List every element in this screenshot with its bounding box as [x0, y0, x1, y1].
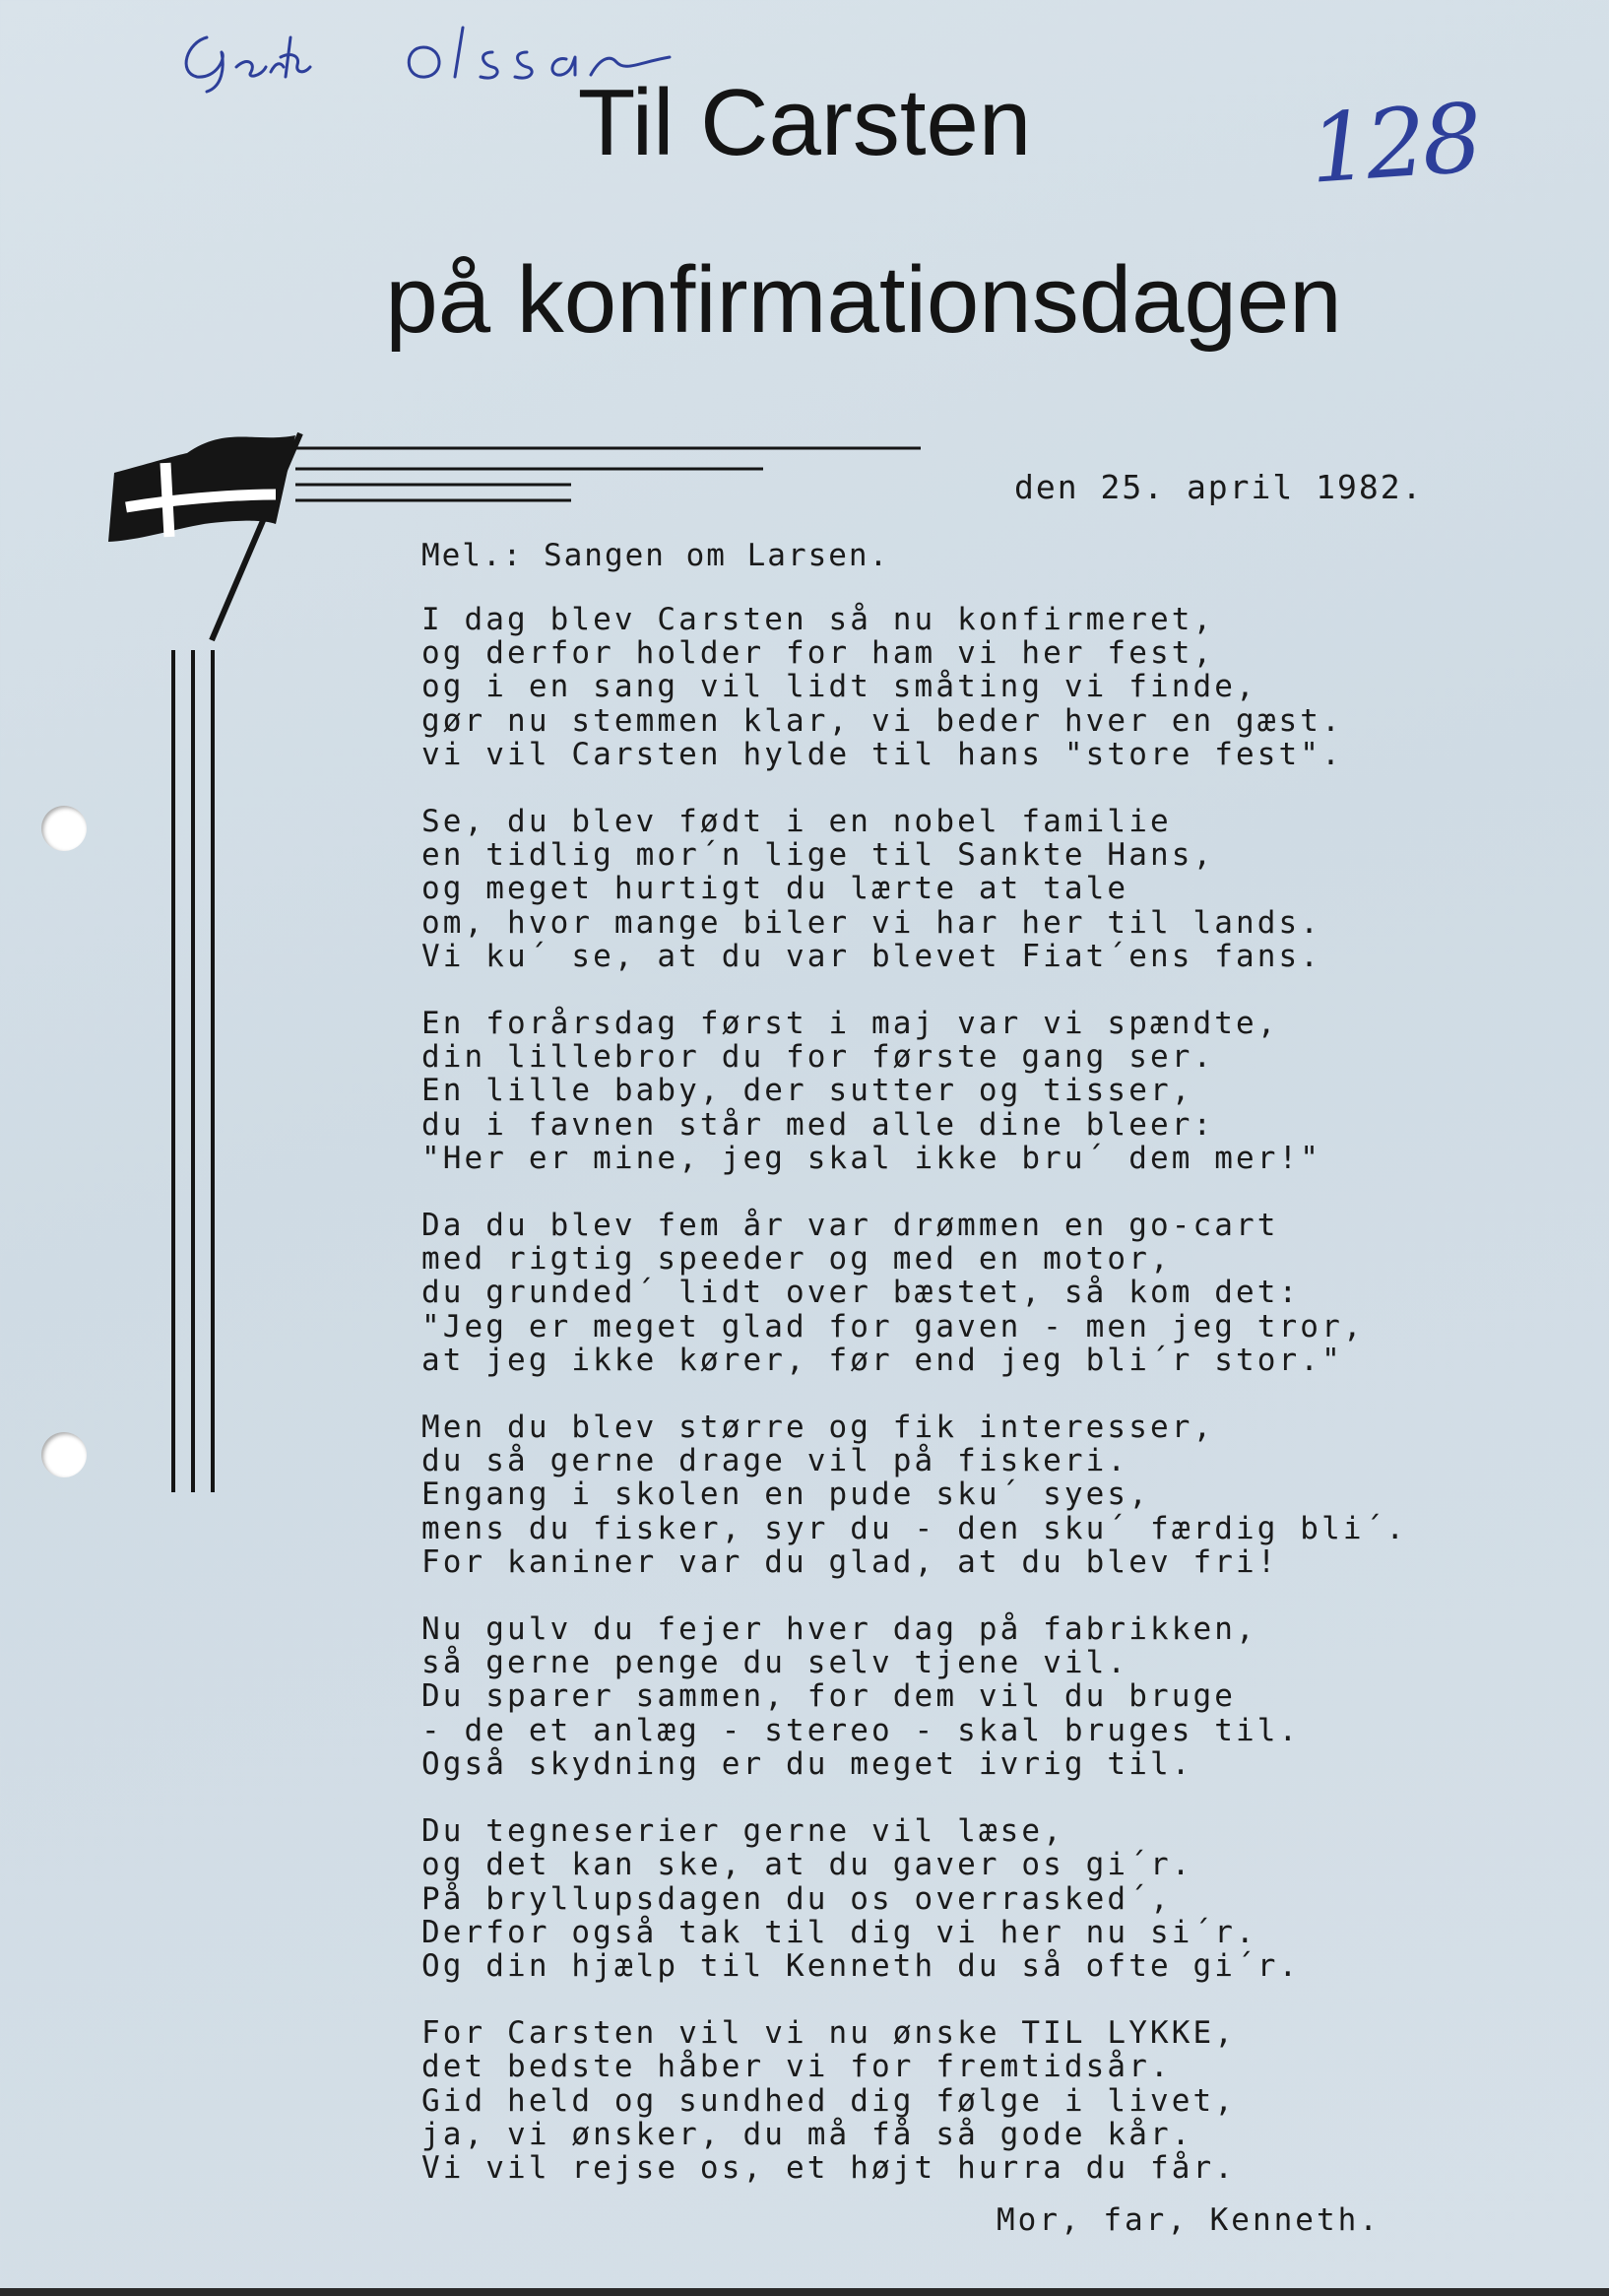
stanza-6 [421, 1612, 1554, 1781]
poem-line: du grunded´ lidt over bæstet, så kom det: [421, 1275, 1301, 1311]
paper-edge [0, 2288, 1609, 2296]
title-line-2: på konfirmationsdagen [385, 247, 1342, 353]
stanza-5 [421, 1410, 1554, 1579]
poem-line: og det kan ske, at du gaver os gi´r. [421, 1847, 1193, 1883]
poem [421, 603, 1554, 2218]
poem-line: vi vil Carsten hylde til hans "store fest". [421, 736, 1343, 772]
poem-line: Og din hjælp til Kenneth du så ofte gi´r. [421, 1947, 1301, 1984]
poem-line: For kaniner var du glad, at du blev fri! [421, 1543, 1279, 1580]
melody-line: Mel.: Sangen om Larsen. [421, 538, 890, 573]
title-line-1: Til Carsten [577, 70, 1032, 175]
stanza-1 [421, 603, 1554, 771]
poem-line: at jeg ikke kører, før end jeg bli´r stor." [421, 1342, 1343, 1378]
poem-line: du så gerne drage vil på fiskeri. [421, 1443, 1129, 1479]
poem-line: om, hvor mange biler vi har her til lands. [421, 904, 1322, 941]
date-line: den 25. april 1982. [1014, 468, 1424, 506]
poem-line: Gid held og sundhed dig følge i livet, [421, 2082, 1237, 2119]
poem-line: Vi vil rejse os, et højt hurra du får. [421, 2149, 1237, 2186]
poem-line: med rigtig speeder og med en motor, [421, 1241, 1172, 1278]
poem-line: din lillebror du for første gang ser. [421, 1039, 1215, 1076]
poem-line: Engang i skolen en pude sku´ syes, [421, 1476, 1150, 1513]
poem-line: For Carsten vil vi nu ønske TIL LYKKE, [421, 2015, 1237, 2052]
poem-line: det bedste håber vi for fremtidsår. [421, 2049, 1172, 2085]
poem-line: Nu gulv du fejer hver dag på fabrikken, [421, 1611, 1257, 1648]
stanza-2 [421, 805, 1554, 973]
stanza-4 [421, 1209, 1554, 1377]
stanza-8 [421, 2016, 1554, 2185]
poem-line: "Her er mine, jeg skal ikke bru´ dem mer!" [421, 1140, 1322, 1176]
stanza-3 [421, 1007, 1554, 1175]
poem-line: ja, vi ønsker, du må få så gode kår. [421, 2116, 1193, 2152]
poem-line: gør nu stemmen klar, vi beder hver en gæst. [421, 702, 1343, 739]
poem-line: "Jeg er meget glad for gaven - men jeg tror, [421, 1308, 1365, 1345]
punch-hole [41, 806, 87, 851]
poem-line: en tidlig mor´n lige til Sankte Hans, [421, 837, 1215, 874]
stanza-7 [421, 1814, 1554, 1983]
poem-line: og i en sang vil lidt småting vi finde, [421, 669, 1257, 705]
poem-line: Også skydning er du meget ivrig til. [421, 1745, 1193, 1782]
poem-line: du i favnen står med alle dine bleer: [421, 1106, 1215, 1143]
punch-hole [41, 1432, 87, 1477]
poem-line: På bryllupsdagen du os overrasked´, [421, 1880, 1172, 1917]
poem-line: Da du blev fem år var drømmen en go-cart [421, 1208, 1279, 1244]
poem-line: En lille baby, der sutter og tisser, [421, 1073, 1193, 1109]
poem-line: og meget hurtigt du lærte at tale [421, 871, 1129, 907]
poem-line: mens du fisker, syr du - den sku´ færdig bli´. [421, 1510, 1408, 1546]
poem-line: - de et anlæg - stereo - skal bruges til. [421, 1712, 1301, 1748]
poem-line: Derfor også tak til dig vi her nu si´r. [421, 1914, 1257, 1950]
poem-line: Du sparer sammen, for dem vil du bruge [421, 1678, 1237, 1715]
handwritten-page-number: 128 [1306, 83, 1482, 205]
poem-line: så gerne penge du selv tjene vil. [421, 1645, 1129, 1681]
poem-line: Vi ku´ se, at du var blevet Fiat´ens fans. [421, 938, 1322, 974]
poem-line: Se, du blev født i en nobel familie [421, 804, 1172, 840]
poem-line: Men du blev større og fik interesser, [421, 1410, 1215, 1446]
poem-line: Du tegneserier gerne vil læse, [421, 1813, 1064, 1850]
poem-line: I dag blev Carsten så nu konfirmeret, [421, 602, 1215, 637]
closing-signature: Mor, far, Kenneth. [997, 2202, 1381, 2238]
poem-line: og derfor holder for ham vi her fest, [421, 635, 1215, 672]
poem-line: En forårsdag først i maj var vi spændte, [421, 1006, 1279, 1042]
